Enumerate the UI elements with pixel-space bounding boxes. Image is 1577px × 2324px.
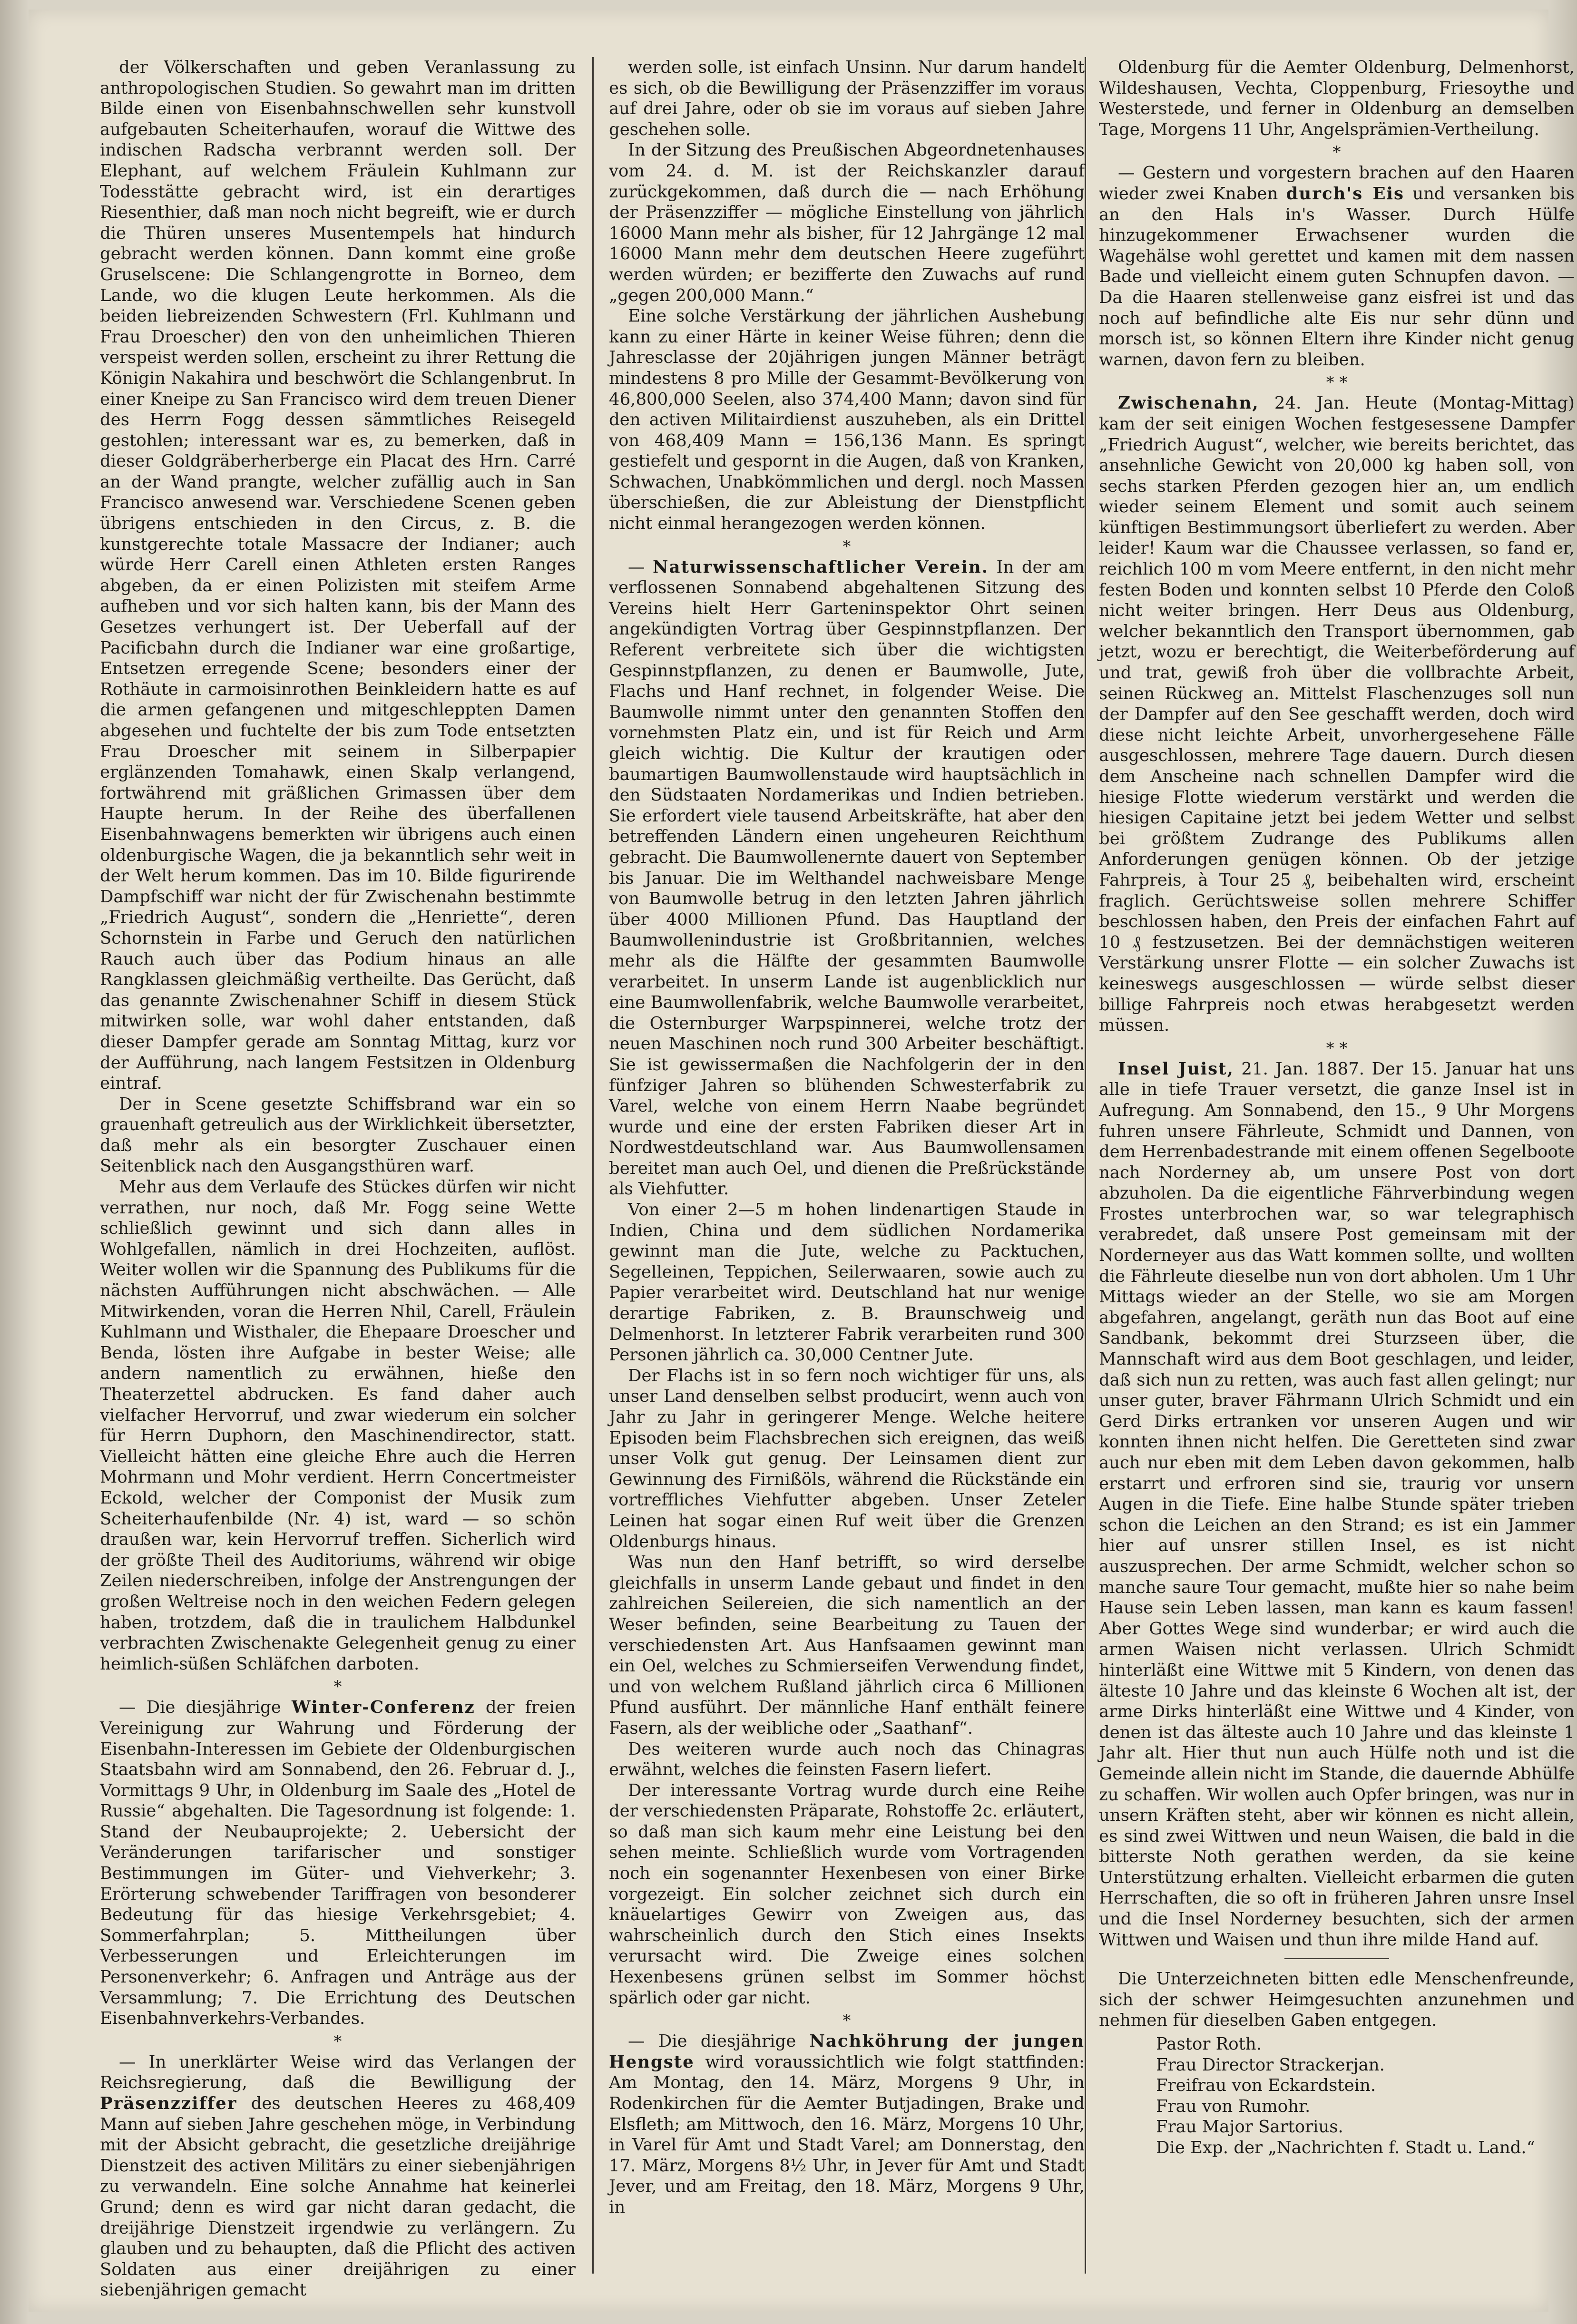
zwischenahn-article: [1099, 393, 1575, 1035]
divider-line: [1284, 1958, 1389, 1959]
article-body: 24. Jan. Heute (Montag-Mittag) kam der seit einigen Wochen festgesessene Dampfer „Friedrich August“, welcher, wie bereits berichtet, das ansehnliche Gewicht von 20,000 kg haben soll, von sechs starken Pferden gezogen hier an, um endlich wieder seinem Element und somit auch seinem künftigen Bestimmungsort überliefert zu werden. Aber leider! Kaum war die Chaussee verlassen, so fand er, reichlich 100 m vom Meere entfernt, in den nicht mehr festen Boden und konnten selbst 10 Pferde den Coloß nicht weiter bringen. Herr Deus aus Oldenburg, welcher bekanntlich den Transport übernommen, gab jetzt, wozu er berechtigt, die Weiterbeförderung auf und trat, gewiß froh über die vollbrachte Arbeit, seinen Rückweg an. Mittelst Flaschenzuges soll nun der Dampfer auf den See geschafft werden, doch wird diese nicht leichte Arbeit, unvorhergesehene Fälle ausgeschlossen, mehrere Tage dauern. Durch diesen dem Anscheine nach schnellen Dampfer wird die hiesige Flotte wiederum verstärkt und werden die hiesigen Capitaine jetzt bei jedem Wetter und selbst bei größtem Zudrange des Publikums allen Anforderungen genügen können. Ob der jetzige Fahrpreis, à Tour 25 ₰, beibehalten wird, erscheint fraglich. Gerüchtsweise sollen mehrere Schiffer beschlossen haben, den Preis der einfachen Fahrt auf 10 ₰ festzusetzen. Bei der demnächstigen weiteren Verstärkung unsrer Flotte — ein solcher Zuwachs ist keineswegs ausgeschlossen — würde selbst dieser billige Fahrpreis noch etwas herabgesetzt werden müssen.: [1099, 393, 1575, 1035]
signatory: Freifrau von Eckardstein.: [1156, 2076, 1376, 2096]
section-separator: * *: [1326, 1038, 1348, 1058]
theater-review-paragraph: Der in Scene gesetzte Schiffsbrand war ein so grauenhaft getreulich aus der Wirklichkeit übersetzter, daß mehr als ein besorgter Zuschauer einen Seitenblick nach den Ausgangsthüren warf.: [100, 1094, 576, 1176]
article-paragraph: Von einer 2—5 m hohen lindenartigen Staude in Indien, China und dem südlichen Nordamerika gewinnt man die Jute, welche zu Packtuchen, Segelleinen, Teppichen, Seilerwaaren, sowie auch zu Papier verarbeitet wird. Deutschland hat nur wenige derartige Fabriken, z. B. Braunschweig und Delmenhorst. In letzterer Fabrik verarbeiten rund 300 Personen jährlich ca. 30,000 Centner Jute.: [609, 1200, 1085, 1365]
article-lead: — Die diesjährige: [119, 1698, 281, 1718]
presence-figure-article: [100, 2052, 576, 2301]
article-lead: —: [628, 557, 645, 577]
section-separator: *: [333, 1677, 342, 1697]
article-heading: Naturwissenschaftlicher Verein.: [653, 557, 989, 577]
signatory: Frau Major Sartorius.: [1156, 2117, 1343, 2137]
signatory-list: [1099, 2034, 1575, 2158]
column-2: [609, 57, 1085, 2283]
winter-conference-article: [100, 1697, 576, 2029]
section-separator: *: [842, 2011, 851, 2031]
article-paragraph: Oldenburg für die Aemter Oldenburg, Delmenhorst, Wildeshausen, Vechta, Cloppenburg, Friesoythe und Westerstede, und ferner in Oldenburg an demselben Tage, Morgens 11 Uhr, Angelsprämien-Vertheilung.: [1099, 58, 1575, 139]
article-paragraph: Der interessante Vortrag wurde durch eine Reihe der verschiedensten Präparate, Rohstoffe 2c. erläutert, so daß man sich kaum mehr eine Leistung bei den sehen meinte. Schließlich wurde vom Vortragenden noch ein sogenannter Hexenbesen von einer Birke vorgezeigt. Ein solcher zeichnet sich durch ein knäuelartiges Gewirr von Zweigen aus, das wahrscheinlich durch den Stich eines Insekts verursacht wird. Die Zweige eines solchen Hexenbesens grünen selbst im Sommer höchst spärlich oder gar nicht.: [609, 1780, 1085, 2008]
theater-review-paragraph: Mehr aus dem Verlaufe des Stückes dürfen wir nicht verrathen, nur noch, daß Mr. Fogg seine Wette schließlich gewinnt und sich dann alles in Wohlgefallen, nämlich in drei Hochzeiten, auflöst. Weiter wollen wir die Spannung des Publikums für die nächsten Aufführungen nicht abschwächen. — Alle Mitwirkenden, voran die Herren Nhil, Carell, Fräulein Kuhlmann und Wisthaler, die Ehepaare Droescher und Benda, lösten ihre Aufgabe in bester Weise; alle andern namentlich zu erwähnen, hieße den Theaterzettel abdrucken. Es fand daher auch vielfacher Hervorruf, und zwar wiederum ein solcher für Herrn Duphorn, den Maschinendirector, statt. Vielleicht hätten eine gleiche Ehre auch die Herren Mohrmann und Mohr verdient. Herrn Concertmeister Eckold, welcher der Componist der Musik zum Scheiterhaufenbilde (Nr. 4) ist, ward — so schön draußen war, kein Hervorruf treffen. Sicherlich wird der größte Theil des Auditoriums, während wir obige Zeilen niederschreiben, infolge der Anstrengungen der großen Weltreise noch in den weichen Federn gelegen haben, trotzdem, daß die in traulichem Halbdunkel verbrachten Zwischenakte Gelegenheit genug zu einer heimlich-süßen Schläfchen darboten.: [100, 1177, 576, 1674]
article-lead: — Die diesjährige: [628, 2031, 796, 2051]
article-heading: Winter-Conferenz: [291, 1698, 475, 1718]
signatory: Frau Director Strackerjan.: [1156, 2055, 1385, 2075]
column-3: [1099, 57, 1575, 2283]
article-paragraph: Der Flachs ist in so fern noch wichtiger für uns, als unser Land denselben selbst producirt, wenn auch von Jahr zu Jahr in geringerer Menge. Welche heitere Episoden beim Flachsbrechen sich ereignen, das weiß unser Volk gut genug. Der Leinsamen dient zur Gewinnung des Firnißöls, während die Rückstände ein vortreffliches Viehfutter abgeben. Unser Zeteler Leinen hat sogar einen Ruf weit über die Grenzen Oldenburgs hinaus.: [609, 1366, 1085, 1552]
section-separator: *: [842, 537, 851, 556]
section-separator: * *: [1326, 373, 1348, 392]
juist-article: [1099, 1059, 1575, 1951]
article-paragraph: In der Sitzung des Preußischen Abgeordnetenhauses vom 24. d. M. ist der Reichskanzler darauf zurückgekommen, daß durch die — nach Erhöhung der Präsenzziffer — mögliche Einstellung von jährlich 16000 Mann mehr als bisher, für 12 Jahrgänge 12 mal 16000 Mann mehr dem deutschen Heere zugeführt werden würden; er bezifferte den Zuwachs auf rund „gegen 200,000 Mann.“: [609, 140, 1085, 305]
article-body: des deutschen Heeres zu 468,409 Mann auf sieben Jahre geschehen möge, in Verbindung mit der Absicht gebracht, die gesetzliche dreijährige Dienstzeit des activen Militärs zu einer siebenjährigen zu verwandeln. Eine solche Annahme hat keinerlei Grund; denn es wird gar nicht daran gedacht, die dreijährige Dienstzeit irgendwie zu verlängern. Zu glauben und zu behaupten, daß die Pflicht des activen Soldaten aus einer dreijährigen zu einer siebenjährigen gemacht: [100, 2094, 576, 2300]
article-lead: — In unerklärter Weise wird das Verlangen der Reichsregierung, daß die Bewilligung der: [100, 2052, 576, 2093]
article-heading: Präsenzziffer: [100, 2094, 237, 2113]
article-body: 21. Jan. 1887. Der 15. Januar hat uns alle in tiefe Trauer versetzt, die ganze Insel ist in Aufregung. Am Sonnabend, den 15., 9 Uhr Morgens fuhren unsere Fährleute, Schmidt und Dannen, von dem Herrenbadestrande mit einem offenen Segelboote nach Norderney ab, um unsere Post von dort abzuholen. Da die eigentliche Fährverbindung wegen Frostes unterbrochen war, so war telegraphisch verabredet, daß unsere Post gemeinsam mit der Norderneyer aus das Watt kommen sollte, und wollten die Fährleute dieselbe nun von dort abholen. Um 1 Uhr Mittags wieder an der Stelle, wo sie am Morgen abgefahren, angelangt, geräth nun das Boot auf eine Sandbank, bekommt drei Sturzseen über, die Mannschaft wird aus dem Boot geschlagen, und leider, daß sich nun zu retten, was auch fast allen gelingt; nur unser guter, braver Fährmann Ulrich Schmidt und ein Gerd Dirks ertranken vor unseren Augen und wir konnten ihnen nicht helfen. Die Geretteten sind zwar auch nur eben mit dem Leben davon gekommen, halb erstarrt und erfroren sind sie, traurig vor unsern Augen in die Tiefe. Eine halbe Stunde später trieben schon die Leichen an den Strand; es ist ein Jammer hier auf unsrer stillen Insel, es ist nicht auszusprechen. Der arme Schmidt, welcher schon so manche saure Tour gemacht, mußte hier so nahe beim Hause sein Leben lassen, man kann es kaum fassen! Aber Gottes Wege sind wunderbar; er wird auch die armen Waisen nicht verlassen. Ulrich Schmidt hinterläßt eine Wittwe mit 5 Kindern, von denen das älteste 10 Jahre und das kleinste 6 Wochen alt ist, der arme Dirks hinterläßt eine Wittwe und 4 Kinder, von denen ist das älteste auch 10 Jahre und das kleinste 1 Jahr alt. Hier thut nun auch Hülfe noth und ist die Gemeinde allein nicht im Stande, die dauernde Abhülfe zu schaffen. Wir wollen auch Opfer bringen, was nur in unsern Kräften steht, aber wir können es nicht allein, es sind zwei Wittwen und neun Waisen, die bald in die bitterste Noth gerathen werden, da sie keine Unterstützung erhalten. Vielleicht erbarmen die guten Herrschaften, die so oft in früheren Jahren unsre Insel und die Insel Norderney besuchten, sich der armen Wittwen und Waisen und thun ihre milde Hand auf.: [1099, 1059, 1575, 1950]
natural-science-article: [609, 557, 1085, 1200]
page-gutter-left: [0, 0, 29, 2324]
article-body: wird voraussichtlich wie folgt stattfinden: Am Montag, den 14. März, Morgens 9 Uhr, in Rodenkirchen für die Aemter Butjadingen, Brake und Elsfleth; am Mittwoch, den 16. März, Morgens 10 Uhr, in Varel für Amt und Stadt Varel; am Donnerstag, den 17. März, Morgens 8½ Uhr, in Jever für Amt und Stadt Jever, und am Freitag, den 18. März, Morgens 9 Uhr, in: [609, 2052, 1085, 2217]
article-body: und versanken bis an den Hals in's Wasser. Durch Hülfe hinzugekommener Erwachsener wurden die Wagehälse wohl gerettet und kamen mit dem nassen Bade und vielleicht einem guten Schnupfen davon. — Da die Haaren stellenweise ganz eisfrei ist und das noch auf befindliche alte Eis nur sehr dünn und morsch ist, so können Eltern ihre Kinder nicht genug warnen, davon fern zu bleiben.: [1099, 184, 1575, 370]
article-heading: durch's Eis: [1286, 184, 1405, 204]
article-body: der freien Vereinigung zur Wahrung und Förderung der Eisenbahn-Interessen im Gebiete der Oldenburgischen Staatsbahn wird am Sonnabend, den 26. Februar d. J., Vormittags 9 Uhr, in Oldenburg im Saale des „Hotel de Russie“ abgehalten. Die Tagesordnung ist folgende: 1. Stand der Neubauprojekte; 2. Uebersicht der Veränderungen tarifarischer und sonstiger Bestimmungen im Güter- und Viehverkehr; 3. Erörterung schwebender Tariffragen von besonderer Bedeutung für das hiesige Verkehrsgebiet; 4. Sommerfahrplan; 5. Mittheilungen über Verbesserungen und Erleichterungen im Personenverkehr; 6. Anfragen und Anträge aus der Versammlung; 7. Die Errichtung des Deutschen Eisenbahnverkehrs-Verbandes.: [100, 1698, 576, 2029]
theater-review-paragraph: der Völkerschaften und geben Veranlassung zu anthropologischen Studien. So gewahrt man im dritten Bilde einen von Eisenbahnschwellen sehr kunstvoll aufgebauten Scheiterhaufen, worauf die Wittwe des indischen Radscha verbrannt werden soll. Der Elephant, auf welchem Fräulein Kuhlmann zur Todesstätte gebracht wird, ist ein derartiges Riesenthier, daß man noch nicht begreift, wie er durch die Thüren unseres Musentempels hat hindurch gebracht werden können. Dann kommt eine große Gruselscene: Die Schlangengrotte in Borneo, dem Lande, wo die klugen Leute herkommen. Als die beiden liebreizenden Schwestern (Frl. Kuhlmann und Frau Droescher) den von den unheimlichen Thieren verspeist werden sollen, erscheint zu ihrer Rettung die Königin Nakahira und beschwört die Schlangenbrut. In einer Kneipe zu San Francisco wird dem treuen Diener des Herrn Fogg dessen sämmtliches Reisegeld gestohlen; interessant war es, zu bemerken, daß in dieser Goldgräberherberge ein Placat des Hrn. Carré an der Wand prangte, welcher zufällig auch in San Francisco anwesend war. Verschiedene Scenen geben übrigens entschieden in den Circus, z. B. die kunstgerechte totale Massacre der Indianer; auch würde Herr Carell einen Athleten ersten Ranges abgeben, da er einen Polizisten mit steifem Arme aufheben und vor sich halten kann, bis der Mann des Gesetzes verhungert ist. Der Ueberfall auf der Pacificbahn durch die Indianer war eine großartige, Entsetzen erregende Scene; besonders einer der Rothäute in carmoisinrothen Beinkleidern hatte es auf die armen gefangenen und mitgeschleppten Damen abgesehen und fuchtelte der bis zum Tode entsetzten Frau Droescher mit seinem in Silberpapier erglänzenden Tomahawk, einen Skalp verlangend, fortwährend mit gräßlichen Grimassen über dem Haupte herum. In der Reihe des überfallenen Eisenbahnwagens bemerkten wir übrigens auch einen oldenburgische Wagen, die ja bekanntlich sehr weit in der Welt herum kommen. Das im 10. Bilde figurirende Dampfschiff war nicht der für Zwischenahn bestimmte „Friedrich August“, sondern die „Henriette“, deren Schornstein in Farbe und Geruch den natürlichen Rauch auch über das Podium hinaus an alle Rangklassen gleichmäßig vertheilte. Das Gerücht, daß das genannte Zwischenahner Schiff in diesem Stück mitwirken solle, war wohl daher entstanden, daß dieser Dampfer gerade am Sonntag Mittag, kurz vor der Aufführung, nach langem Festsitzen in Oldenburg eintraf.: [100, 58, 576, 1094]
section-separator: *: [1332, 143, 1341, 162]
article-lead: — Gestern und vorgestern brachen auf den Haaren wieder zwei Knaben: [1099, 163, 1575, 204]
article-paragraph: Eine solche Verstärkung der jährlichen Aushebung kann zu einer Härte in keiner Weise führen; denn die Jahresclasse der 20jährigen jungen Männer beträgt mindestens 8 pro Mille der Gesammt-Bevölkerung von 46,800,000 Seelen, also 374,400 Mann; davon sind für den activen Militairdienst auszuheben, als ein Drittel von 468,409 Mann = 156,136 Mann. Es springt gestiefelt und gespornt in die Augen, daß von Kranken, Schwachen, Unabkömmlichen und dergl. noch Massen überschießen, die zur Ableistung der Dienstpflicht nicht einmal herangezogen werden können.: [609, 306, 1085, 534]
column-rule-1: [592, 57, 594, 2274]
article-heading: Insel Juist,: [1118, 1059, 1234, 1079]
column-1: [100, 57, 576, 2300]
article-paragraph: werden solle, ist einfach Unsinn. Nur darum handelt es sich, ob die Bewilligung der Präsenzziffer im voraus auf drei Jahre, oder ob sie im voraus auf sieben Jahre geschehen solle.: [609, 58, 1085, 139]
appeal-paragraph: Die Unterzeichneten bitten edle Menschenfreunde, sich der schwer Heimgesuchten anzunehmen und nehmen für dieselben Gaben entgegen.: [1099, 1969, 1575, 2031]
section-separator: *: [333, 2031, 342, 2051]
article-body: In der am verflossenen Sonnabend abgehaltenen Sitzung des Vereins hielt Herr Garteninspektor Ohrt seinen angekündigten Vortrag über Gespinnstpflanzen. Der Referent verbreitete sich über die wichtigsten Gespinnstpflanzen, zu denen er Baumwolle, Jute, Flachs und Hanf rechnet, in folgender Weise. Die Baumwolle nimmt unter den genannten Stoffen den vornehmsten Platz ein, und ist für Reich und Arm gleich wichtig. Die Kultur der krautigen oder baumartigen Baumwollenstaude wird hauptsächlich in den Südstaaten Nordamerikas und Indien betrieben. Sie erfordert viele tausend Arbeitskräfte, hat aber den betreffenden Ländern einen ungeheuren Reichthum gebracht. Die Baumwollenernte dauert von September bis Januar. Die im Welthandel nachweisbare Menge von Baumwolle betrug in den letzten Jahren jährlich über 4000 Millionen Pfund. Das Hauptland der Baumwollenindustrie ist Großbritannien, welches mehr als die Hälfte der gesammten Baumwolle verarbeitet. In unserm Lande ist augenblicklich nur eine Baumwollenfabrik, welche Baumwolle verarbeitet, die Osternburger Warpspinnerei, welche trotz der neuen Maschinen noch rund 300 Arbeiter beschäftigt. Sie ist gewissermaßen die Nachfolgerin der in den fünfziger Jahren so blühenden Schwesterfabrik zu Varel, welche von einem Herrn Naabe begründet wurde und eine der ersten Fabriken dieser Art in Nordwestdeutschland war. Aus Baumwollensamen bereitet man auch Oel, und dienen die Preßrückstände als Viehfutter.: [609, 557, 1085, 1199]
signatory: Die Exp. der „Nachrichten f. Stadt u. Land.“: [1156, 2138, 1535, 2158]
article-paragraph: Was nun den Hanf betrifft, so wird derselbe gleichfalls in unserm Lande gebaut und findet in den zahlreichen Seilereien, die sich namentlich an der Weser befinden, seine Bearbeitung zu Tauen der verschiedensten Art. Aus Hanfsaamen gewinnt man ein Oel, welches zu Schmierseifen Verwendung findet, und von welchem Rußland jährlich circa 6 Millionen Pfund ausführt. Der männliche Hanf enthält feinere Fasern, als der weibliche oder „Saathanf“.: [609, 1553, 1085, 1738]
stallion-inspection-article: [609, 2031, 1085, 2217]
signatory: Pastor Roth.: [1156, 2034, 1262, 2054]
article-paragraph: Des weiteren wurde auch noch das Chinagras erwähnt, welches die feinsten Fasern liefert.: [609, 1739, 1085, 1780]
signatory: Frau von Rumohr.: [1156, 2096, 1311, 2116]
article-heading: Zwischenahn,: [1118, 393, 1259, 413]
column-rule-2: [1085, 57, 1086, 2274]
article-heading: Nachköhrung der jungen Hengste: [609, 2031, 1085, 2072]
ice-accident-article: [1099, 163, 1575, 370]
